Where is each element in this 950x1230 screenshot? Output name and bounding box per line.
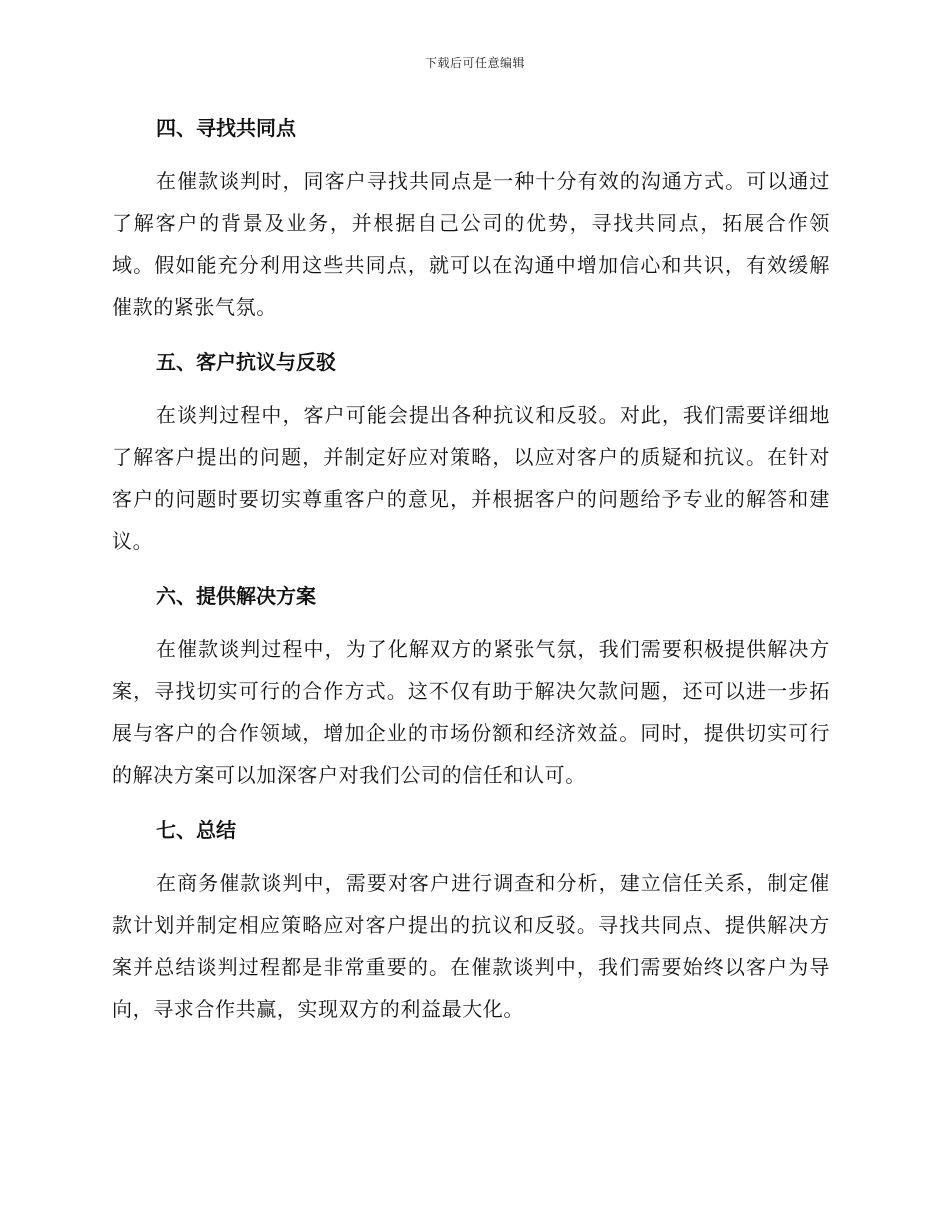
section-heading: 四、寻找共同点 bbox=[156, 116, 296, 140]
section-heading: 五、客户抗议与反驳 bbox=[156, 350, 336, 374]
section-6 bbox=[112, 576, 830, 796]
section-4 bbox=[112, 108, 830, 328]
header-note: 下载后可任意编辑 bbox=[424, 56, 525, 70]
section-5 bbox=[112, 342, 830, 562]
document-body bbox=[112, 108, 830, 1044]
section-paragraph: 在催款谈判时，同客户寻找共同点是一种十分有效的沟通方式。可以通过了解客户的背景及业务，并根据自己公司的优势，寻找共同点，拓展合作领域。假如能充分利用这些共同点，就可以在沟通中增加信心和共识，有效缓解催款的紧张气氛。 bbox=[112, 169, 830, 319]
section-heading: 六、提供解决方案 bbox=[156, 584, 316, 608]
section-paragraph: 在催款谈判过程中，为了化解双方的紧张气氛，我们需要积极提供解决方案，寻找切实可行的合作方式。这不仅有助于解决欠款问题，还可以进一步拓展与客户的合作领域，增加企业的市场份额和经济效益。同时，提供切实可行的解决方案可以加深客户对我们公司的信任和认可。 bbox=[112, 637, 830, 787]
section-paragraph: 在商务催款谈判中，需要对客户进行调查和分析，建立信任关系，制定催款计划并制定相应策略应对客户提出的抗议和反驳。寻找共同点、提供解决方案并总结谈判过程都是非常重要的。在催款谈判中，我们需要始终以客户为导向，寻求合作共赢，实现双方的利益最大化。 bbox=[112, 871, 830, 1021]
section-7 bbox=[112, 810, 830, 1030]
section-heading: 七、总结 bbox=[156, 818, 236, 842]
section-paragraph: 在谈判过程中，客户可能会提出各种抗议和反驳。对此，我们需要详细地了解客户提出的问题，并制定好应对策略，以应对客户的质疑和抗议。在针对客户的问题时要切实尊重客户的意见，并根据客户的问题给予专业的解答和建议。 bbox=[112, 403, 830, 553]
